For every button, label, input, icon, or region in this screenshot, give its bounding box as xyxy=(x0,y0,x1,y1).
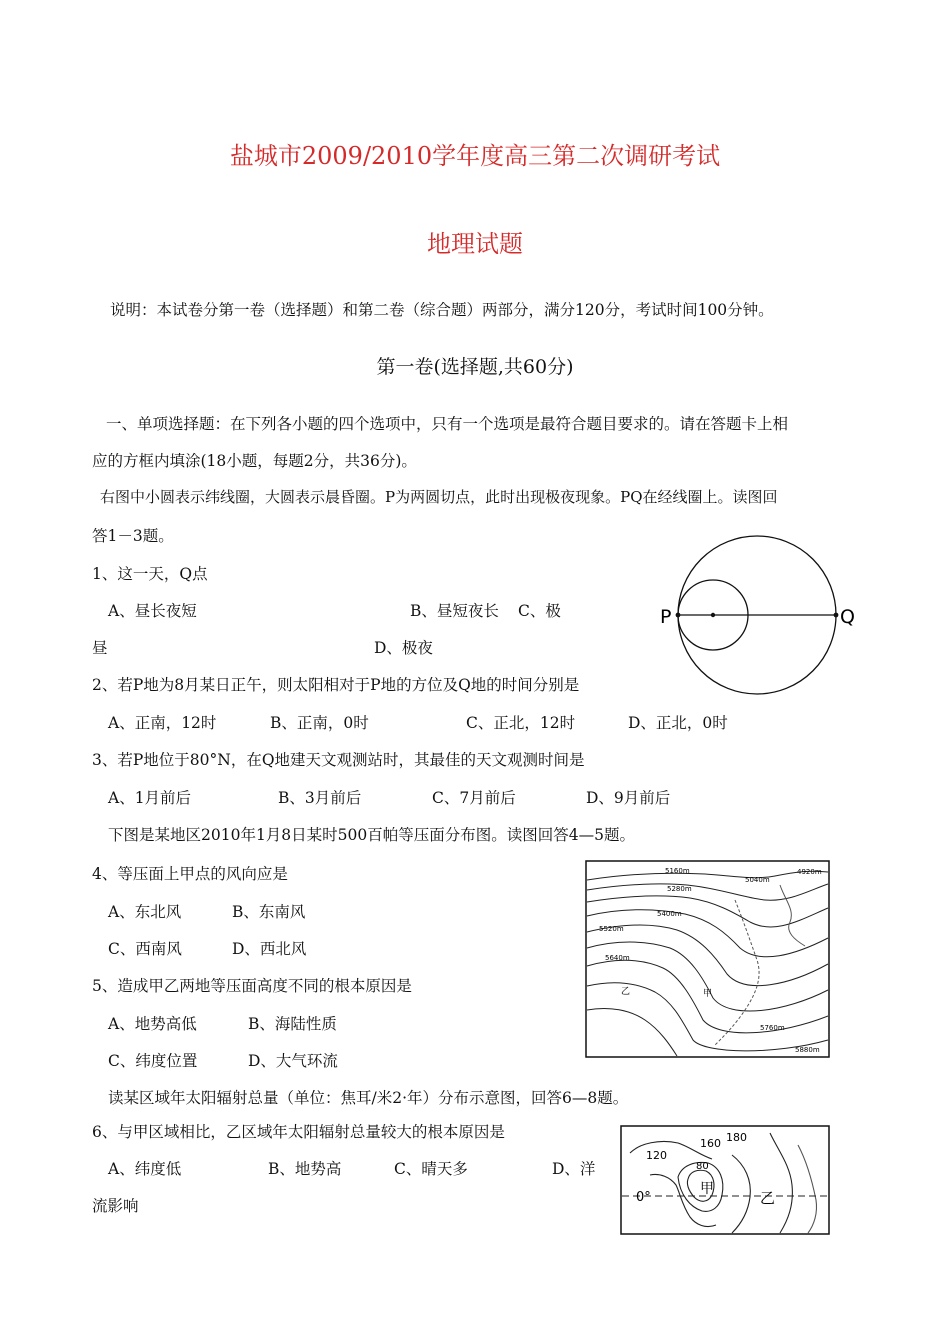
point-p-dot xyxy=(676,613,681,618)
q6-option-b: B、地势高 xyxy=(268,1160,342,1178)
q2-option-b: B、正南，0时 xyxy=(270,714,369,732)
q1-option-d: D、极夜 xyxy=(374,639,433,657)
contour-label-5760: 5760m xyxy=(760,1024,785,1032)
q5-option-b: B、海陆性质 xyxy=(248,1015,337,1033)
equator-label: 0° xyxy=(636,1190,651,1205)
q6-option-d-cont: 流影响 xyxy=(92,1197,139,1215)
q6-option-c: C、晴天多 xyxy=(394,1160,468,1178)
q1-option-c-cont: 昼 xyxy=(92,639,108,657)
q5-option-a: A、地势高低 xyxy=(108,1015,197,1033)
exam-subtitle: 地理试题 xyxy=(427,230,523,258)
question-1: 1、这一天，Q点 xyxy=(92,565,208,583)
q1-option-b: B、昼短夜长 xyxy=(410,602,499,620)
question-6: 6、与甲区域相比，乙区域年太阳辐射总量较大的根本原因是 xyxy=(92,1123,505,1141)
question-4: 4、等压面上甲点的风向应是 xyxy=(92,865,288,883)
q3-option-c: C、7月前后 xyxy=(432,789,516,807)
q4-option-c: C、西南风 xyxy=(108,940,182,958)
point-q-dot xyxy=(834,613,839,618)
instructions: 说明：本试卷分第一卷（选择题）和第二卷（综合题）两部分，满分120分，考试时间100分钟。 xyxy=(110,301,774,319)
q3-option-a: A、1月前后 xyxy=(108,789,192,807)
contour-label-5040: 5040m xyxy=(745,876,770,884)
q4-option-d: D、西北风 xyxy=(232,940,307,958)
point-jia-2: 甲 xyxy=(700,1181,714,1197)
label-q: Q xyxy=(840,606,855,628)
label-p: P xyxy=(660,606,672,628)
contour-label-4920: 4920m xyxy=(797,868,822,876)
section-heading: 第一卷(选择题,共60分) xyxy=(376,356,574,378)
q1-option-a: A、昼长夜短 xyxy=(108,602,197,620)
q6-option-a: A、纬度低 xyxy=(108,1160,182,1178)
center-dot xyxy=(711,613,715,617)
q2-option-c: C、正北，12时 xyxy=(466,714,576,732)
q4-option-a: A、东北风 xyxy=(108,903,182,921)
q3-option-d: D、9月前后 xyxy=(586,789,671,807)
question-3: 3、若P地位于80°N，在Q地建天文观测站时，其最佳的天文观测时间是 xyxy=(92,751,585,769)
q2-option-a: A、正南，12时 xyxy=(108,714,217,732)
q4-option-b: B、东南风 xyxy=(232,903,306,921)
contour-label-5520: 5520m xyxy=(599,925,624,933)
q1-option-c: C、极 xyxy=(518,602,561,620)
q5-option-d: D、大气环流 xyxy=(248,1052,338,1070)
exam-title: 盐城市2009/2010学年度高三第二次调研考试 xyxy=(229,142,721,170)
question-2: 2、若P地为8月某日正午，则太阳相对于P地的方位及Q地的时间分别是 xyxy=(92,676,580,694)
point-yi: 乙 xyxy=(621,987,631,997)
q3-option-b: B、3月前后 xyxy=(278,789,362,807)
isoline-label-180: 180 xyxy=(726,1131,747,1144)
section-intro-line1: 一、单项选择题：在下列各小题的四个选项中，只有一个选项是最符合题目要求的。请在答题卡上相 xyxy=(106,415,789,433)
contour-label-5280: 5280m xyxy=(667,885,692,893)
contour-label-5400: 5400m xyxy=(657,910,682,918)
group3-stem: 读某区域年太阳辐射总量（单位：焦耳/米2·年）分布示意图，回答6—8题。 xyxy=(108,1089,629,1107)
q6-option-d: D、洋 xyxy=(552,1160,596,1178)
group1-stem-line2: 答1－3题。 xyxy=(92,527,174,545)
isoline-label-80: 80 xyxy=(696,1161,709,1172)
circle-figure xyxy=(655,530,860,700)
section-intro-line2: 应的方框内填涂(18小题，每题2分，共36分)。 xyxy=(92,452,417,470)
contour-label-5880: 5880m xyxy=(795,1046,820,1054)
radiation-map xyxy=(620,1125,830,1235)
group2-stem: 下图是某地区2010年1月8日某时500百帕等压面分布图。读图回答4—5题。 xyxy=(108,826,635,844)
q2-option-d: D、正北，0时 xyxy=(628,714,728,732)
group1-stem-line1: 右图中小圆表示纬线圈，大圆表示晨昏圈。P为两圆切点，此时出现极夜现象。PQ在经线圈上。读图回 xyxy=(100,488,778,506)
point-yi-2: 乙 xyxy=(760,1189,776,1207)
isobaric-map xyxy=(585,860,830,1058)
point-jia: 甲 xyxy=(703,989,713,999)
isoline-label-160: 160 xyxy=(700,1137,721,1150)
contour-label-5640: 5640m xyxy=(605,954,630,962)
contour-label-5160: 5160m xyxy=(665,867,690,875)
question-5: 5、造成甲乙两地等压面高度不同的根本原因是 xyxy=(92,977,412,995)
q5-option-c: C、纬度位置 xyxy=(108,1052,198,1070)
isoline-label-120: 120 xyxy=(646,1149,667,1162)
